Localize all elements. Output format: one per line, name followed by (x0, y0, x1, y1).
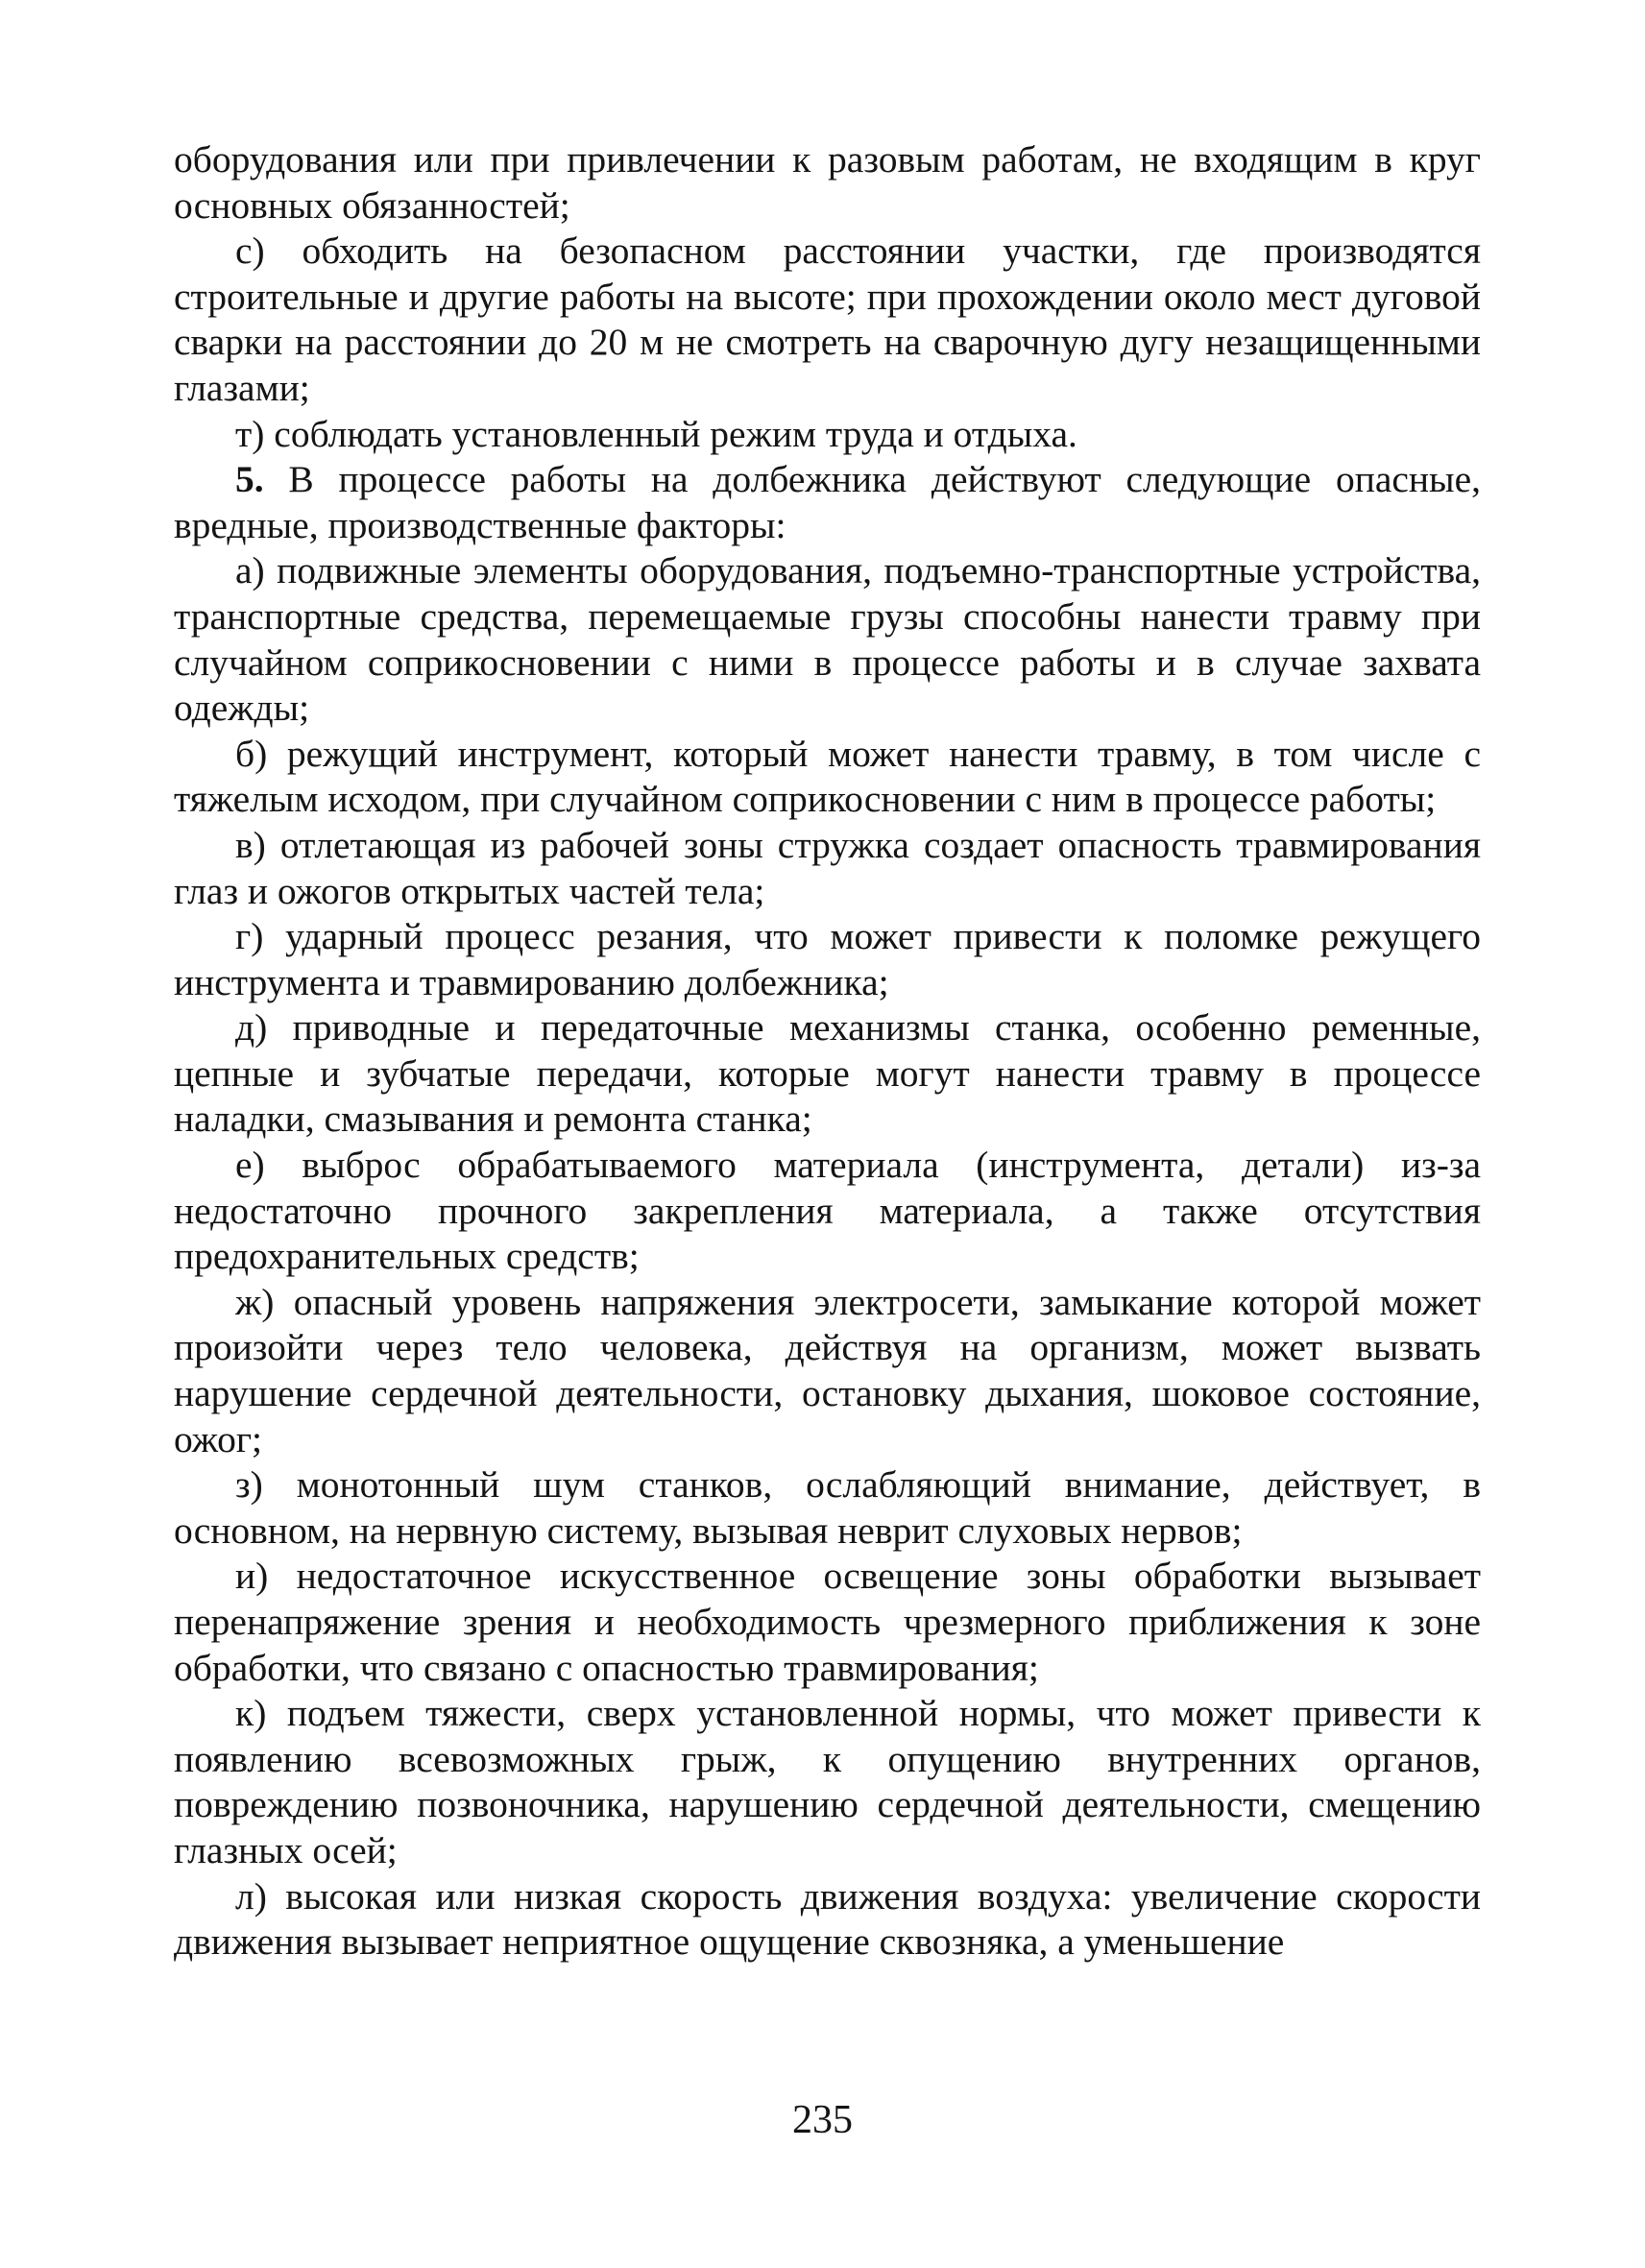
section-5 (174, 457, 1481, 548)
paragraph-text: В процессе работы на долбежника действуют следующие опасные, вредные, производственные факторы: (174, 458, 1481, 546)
list-item-e (174, 1143, 1481, 1280)
paragraph-text: с) обходить на безопасном расстоянии участки, где производятся строительные и другие работы на высоте; при прохождении около мест дуговой сварки на расстоянии до 20 м не смотреть на сварочную дугу незащищенными глазами; (174, 229, 1481, 409)
paragraph-text: г) ударный процесс резания, что может привести к поломке режущего инструмента и травмированию долбежника; (174, 915, 1481, 1003)
section-number: 5. (235, 458, 264, 501)
paragraph-text: б) режущий инструмент, который может нанести травму, в том числе с тяжелым исходом, при случайном соприкосновении с ним в процессе работы; (174, 732, 1481, 821)
list-item-z (174, 1462, 1481, 1554)
paragraph-text: ж) опасный уровень напряжения электросети, замыкание которой может произойти через тело человека, действуя на организм, может вызвать нарушение сердечной деятельности, остановку дыхания, шоковое состояние, ожог; (174, 1280, 1481, 1460)
paragraph-text: т) соблюдать установленный режим труда и отдыха. (235, 412, 1077, 455)
list-item-b (174, 732, 1481, 823)
list-item-s (174, 229, 1481, 411)
paragraph-text: е) выброс обрабатываемого материала (инструмента, детали) из-за недостаточно прочного закрепления материала, а также отсутствия предохранительных средств; (174, 1144, 1481, 1278)
paragraph-text: оборудования или при привлечении к разовым работам, не входящим в круг основных обязанностей; (174, 138, 1481, 227)
list-item-zh (174, 1280, 1481, 1462)
list-item-l (174, 1874, 1481, 1966)
paragraph-continuation (174, 137, 1481, 229)
paragraph-text: в) отлетающая из рабочей зоны стружка создает опасность травмирования глаз и ожогов открытых частей тела; (174, 823, 1481, 912)
list-item-k (174, 1691, 1481, 1873)
list-item-g (174, 914, 1481, 1005)
list-item-i (174, 1554, 1481, 1691)
list-item-t (174, 412, 1481, 458)
page-number: 235 (792, 2098, 853, 2142)
list-item-d (174, 1005, 1481, 1143)
paragraph-text: а) подвижные элементы оборудования, подъемно-транспортные устройства, транспортные средства, перемещаемые грузы способны нанести травму при случайном соприкосновении с ними в процессе работы и в случае захвата одежды; (174, 549, 1481, 730)
body-text (174, 137, 1481, 1966)
paragraph-text: л) высокая или низкая скорость движения воздуха: увеличение скорости движения вызывает неприятное ощущение сквозняка, а уменьшение (174, 1874, 1481, 1964)
paragraph-text: д) приводные и передаточные механизмы станка, особенно ременные, цепные и зубчатые передачи, которые могут нанести травму в процессе наладки, смазывания и ремонта станка; (174, 1006, 1481, 1141)
list-item-v (174, 823, 1481, 914)
list-item-a (174, 548, 1481, 731)
paragraph-text: з) монотонный шум станков, ослабляющий внимание, действует, в основном, на нервную систему, вызывая неврит слуховых нервов; (174, 1463, 1481, 1552)
paragraph-text: к) подъем тяжести, сверх установленной нормы, что может привести к появлению всевозможных грыж, к опущению внутренних органов, повреждению позвоночника, нарушению сердечной деятельности, смещению глазных осей; (174, 1692, 1481, 1871)
paragraph-text: и) недостаточное искусственное освещение зоны обработки вызывает перенапряжение зрения и необходимость чрезмерного приближения к зоне обработки, что связано с опасностью травмирования; (174, 1555, 1481, 1689)
